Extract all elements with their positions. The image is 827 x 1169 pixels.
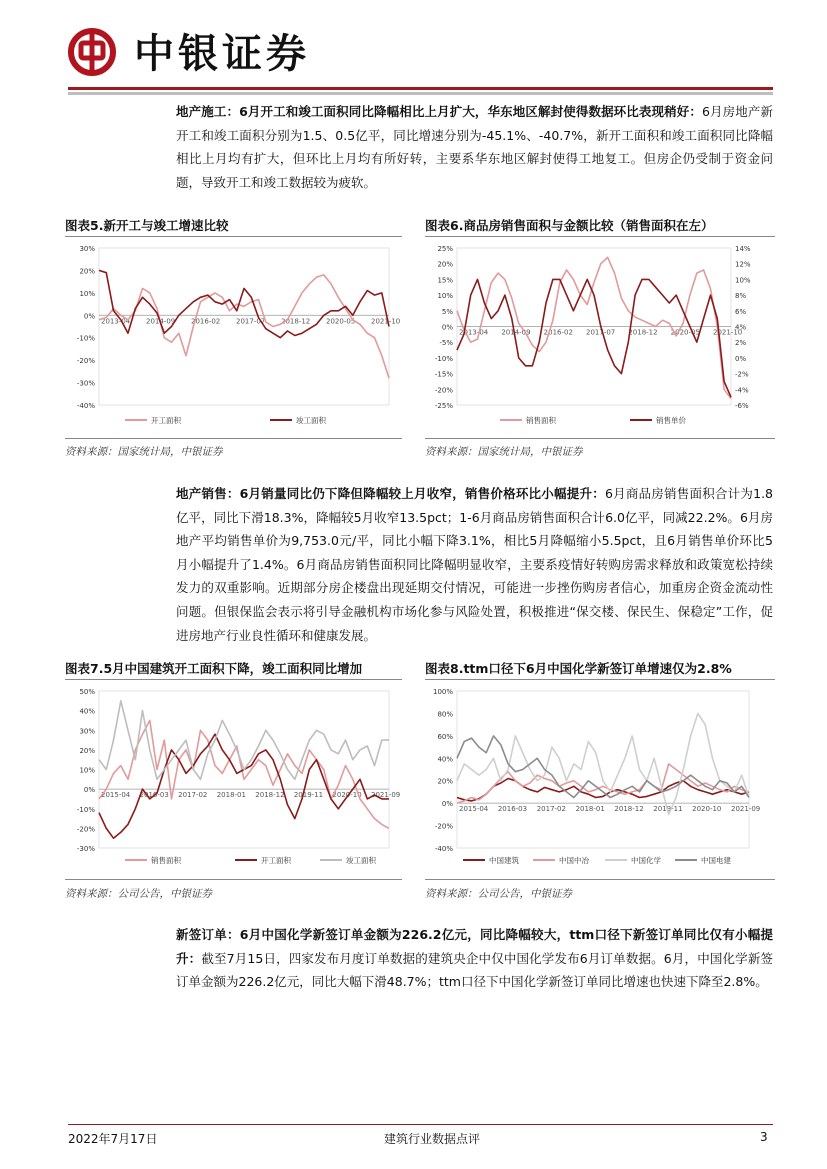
paragraph-construction — [176, 100, 773, 194]
x-tick-label: 2017-02 — [178, 791, 208, 800]
x-tick-label: 2021-09 — [731, 805, 761, 814]
y-tick-label: -15% — [434, 370, 453, 379]
legend-label: 开工面积 — [151, 416, 181, 425]
chart-title: 图表6.商品房销售面积与金额比较（销售面积在左） — [425, 218, 714, 233]
paragraph-body: 6月商品房销售面积合计为1.8亿平，同比下滑18.3%，降幅较5月收窄13.5pct；1-6月商品房销售面积合计6.0亿平，同减22.2%。6月房地产平均销售单价为9,753.0元/平，同比小幅下降3.1%，相比5月降幅缩小5.5pct，且6月销售单价环比5月小幅提升了1.4%。6月商品房销售面积同比降幅明显收窄，主要系疫情好转购房需求释放和政策宽松持续发力的双重影响。近期部分房企楼盘出现延期交付情况，可能进一步挫伤购房者信心，加重房企资金流动性问题。但银保监会表示将引导金融机构市场化参与风险处置，积极推进“保交楼、保民生、保稳定”工作，促进房地产行业良性循环和健康发展。 — [176, 486, 773, 643]
x-tick-label: 2018-12 — [628, 328, 658, 337]
y-tick-label: -40% — [434, 845, 453, 853]
chart-title-rule — [65, 679, 402, 680]
x-tick-label: 2015-04 — [101, 791, 131, 800]
chart-new-orders-ttm — [425, 683, 775, 879]
chart-bottom-rule — [425, 879, 775, 880]
paragraph-body: 6月房地产新开工和竣工面积分别为1.5、0.5亿平，同比增速分别为-45.1%、-40.7%，新开工面积和竣工面积同比降幅相比上月均有扩大，但环比上月均有所好转，主要系华东地区解封使得工地复工。但房企仍受制于资金问题，导致开工和竣工数据较为疲软。 — [176, 104, 774, 190]
y-tick-label: 40% — [79, 707, 95, 716]
y-tick-label: 0% — [83, 786, 95, 795]
brand-name: 中银证券 — [134, 30, 310, 77]
footer-date: 2022年7月17日 — [68, 1132, 158, 1146]
y-tick-label: 20% — [437, 260, 453, 269]
chart-bottom-rule — [65, 438, 402, 439]
series-line-中国电建 — [457, 736, 749, 798]
y2-tick-label: -2% — [735, 370, 749, 379]
y-tick-label: 100% — [432, 688, 453, 696]
y-tick-label: 40% — [437, 755, 453, 764]
y-tick-label: 10% — [437, 292, 453, 301]
y-tick-label: 80% — [437, 710, 453, 719]
legend-label: 销售面积 — [151, 856, 181, 865]
paragraph-sales — [176, 482, 773, 647]
y2-tick-label: 0% — [735, 354, 747, 363]
y-tick-label: -10% — [76, 805, 95, 814]
series-line-中国化学 — [457, 713, 749, 814]
x-tick-label: 2018-01 — [575, 805, 605, 814]
x-tick-label: 2016-02 — [543, 328, 573, 337]
y-tick-label: -20% — [76, 357, 95, 366]
y-tick-label: -5% — [439, 339, 453, 348]
footer-report-type: 建筑行业数据点评 — [384, 1132, 481, 1146]
y-tick-label: 20% — [79, 746, 95, 755]
chart-source: 资料来源：国家统计局，中银证券 — [425, 446, 583, 458]
x-tick-label: 2018-01 — [216, 791, 246, 800]
y-tick-label: 30% — [79, 245, 95, 253]
x-tick-label: 2014-09 — [501, 328, 531, 337]
series-line-开工面积 — [99, 734, 389, 838]
chart-sales-area-vs-amount — [425, 240, 775, 438]
y2-tick-label: 12% — [735, 260, 751, 269]
x-tick-label: 2020-10 — [332, 791, 362, 800]
y-tick-label: -20% — [434, 386, 453, 395]
y-tick-label: -40% — [76, 402, 95, 410]
y-tick-label: -20% — [434, 822, 453, 831]
plot-frame — [457, 691, 749, 848]
x-tick-label: 2021-10 — [371, 317, 401, 326]
x-tick-label: 2018-12 — [614, 805, 644, 814]
y-tick-label: 0% — [441, 323, 453, 332]
y-tick-label: -20% — [76, 825, 95, 834]
x-tick-label: 2015-04 — [459, 805, 489, 814]
footer-divider — [68, 1124, 773, 1125]
bank-of-china-logo-icon — [68, 28, 116, 76]
legend-label: 销售单价 — [656, 416, 686, 425]
y2-tick-label: 14% — [735, 245, 751, 253]
chart-source: 资料来源：公司公告，中银证券 — [425, 888, 572, 900]
header-divider-gray — [68, 92, 773, 95]
x-tick-label: 2016-03 — [497, 805, 528, 814]
y-tick-label: 0% — [83, 312, 95, 321]
x-tick-label: 2020-05 — [670, 328, 700, 337]
x-tick-label: 2021-10 — [713, 328, 743, 337]
y2-tick-label: 8% — [735, 292, 747, 301]
chart-title-rule — [65, 236, 402, 237]
y-tick-label: 0% — [441, 800, 453, 809]
paragraph-lead: 地产施工：6月开工和竣工面积同比降幅相比上月扩大，华东地区解封使得数据环比表现稍好： — [176, 104, 702, 119]
x-tick-label: 2017-07 — [236, 317, 266, 326]
x-tick-label: 2013-04 — [459, 328, 489, 337]
x-tick-label: 2013-04 — [101, 317, 131, 326]
y-tick-label: 50% — [79, 688, 95, 696]
chart-source: 资料来源：公司公告，中银证券 — [65, 888, 212, 900]
y2-tick-label: 6% — [735, 307, 747, 316]
y-tick-label: 10% — [79, 289, 95, 298]
y-tick-label: 20% — [79, 267, 95, 276]
y-tick-label: 60% — [437, 732, 453, 741]
legend-label: 中国中冶 — [559, 856, 589, 865]
x-tick-label: 2018-12 — [255, 791, 285, 800]
y-tick-label: -25% — [434, 402, 453, 410]
x-tick-label: 2019-11 — [653, 805, 683, 814]
y-tick-label: 25% — [437, 245, 453, 253]
y-tick-label: 10% — [79, 766, 95, 775]
series-line-销售面积 — [99, 720, 389, 828]
plot-frame — [99, 248, 389, 405]
x-tick-label: 2017-07 — [586, 328, 616, 337]
chart-title-rule — [425, 679, 775, 680]
chart-new-start-vs-completion — [65, 240, 402, 438]
paragraph-body: 截至7月15日，四家发布月度订单数据的建筑央企中仅中国化学发布6月订单数据。6月，中国化学新签订单金额为226.2亿元，同比大幅下滑48.7%；ttm口径下中国化学新签订单同比增速也快速下降至2.8%。 — [176, 950, 773, 990]
chart-bottom-rule — [65, 879, 402, 880]
paragraph-lead: 新签订单：6月中国化学新签订单金额为226.2亿元，同比降幅较大，ttm口径下新签订单同比仅有小幅提升： — [176, 927, 773, 966]
x-tick-label: 2019-11 — [293, 791, 324, 800]
y2-tick-label: 10% — [735, 276, 751, 285]
x-tick-label: 2016-02 — [191, 317, 221, 326]
y2-tick-label: -4% — [735, 386, 749, 395]
legend-label: 中国建筑 — [489, 856, 519, 865]
x-tick-label: 2014-09 — [146, 317, 176, 326]
chart-title-rule — [425, 236, 775, 237]
paragraph-orders — [176, 923, 773, 994]
y-tick-label: -10% — [76, 334, 95, 343]
paragraph-lead: 地产销售：6月销量同比仍下降但降幅较上月收窄，销售价格环比小幅提升： — [176, 486, 605, 501]
y-tick-label: 5% — [441, 307, 453, 316]
page-number: 3 — [760, 1130, 768, 1144]
legend-label: 中国电建 — [701, 856, 731, 865]
legend-label: 竣工面积 — [346, 856, 376, 865]
y2-tick-label: 2% — [735, 339, 747, 348]
x-tick-label: 2018-12 — [281, 317, 311, 326]
y-tick-label: 30% — [79, 727, 95, 736]
chart-title: 图表7.5月中国建筑开工面积下降，竣工面积同比增加 — [65, 661, 363, 676]
header-divider — [68, 87, 773, 90]
legend-label: 开工面积 — [261, 856, 291, 865]
y-tick-label: -30% — [76, 845, 95, 853]
y-tick-label: -10% — [434, 354, 453, 363]
y-tick-label: -30% — [76, 379, 95, 388]
x-tick-label: 2016-03 — [139, 791, 169, 800]
chart-source: 资料来源：国家统计局，中银证券 — [65, 446, 223, 458]
y-tick-label: 20% — [437, 777, 453, 786]
series-line-竣工面积 — [99, 270, 389, 337]
chart-title: 图表8.ttm口径下6月中国化学新签订单增速仅为2.8% — [425, 661, 732, 676]
y-tick-label: 15% — [437, 276, 453, 285]
x-tick-label: 2017-02 — [536, 805, 566, 814]
y2-tick-label: -6% — [735, 402, 749, 410]
x-tick-label: 2020-05 — [326, 317, 356, 326]
x-tick-label: 2020-10 — [692, 805, 722, 814]
legend-label: 竣工面积 — [296, 416, 326, 425]
chart-title: 图表5.新开工与竣工增速比较 — [65, 218, 229, 233]
x-tick-label: 2021-09 — [371, 791, 401, 800]
legend-label: 销售面积 — [526, 416, 556, 425]
chart-cscec-area — [65, 683, 402, 879]
y2-tick-label: 4% — [735, 323, 747, 332]
legend-label: 中国化学 — [631, 856, 661, 865]
chart-bottom-rule — [425, 438, 775, 439]
